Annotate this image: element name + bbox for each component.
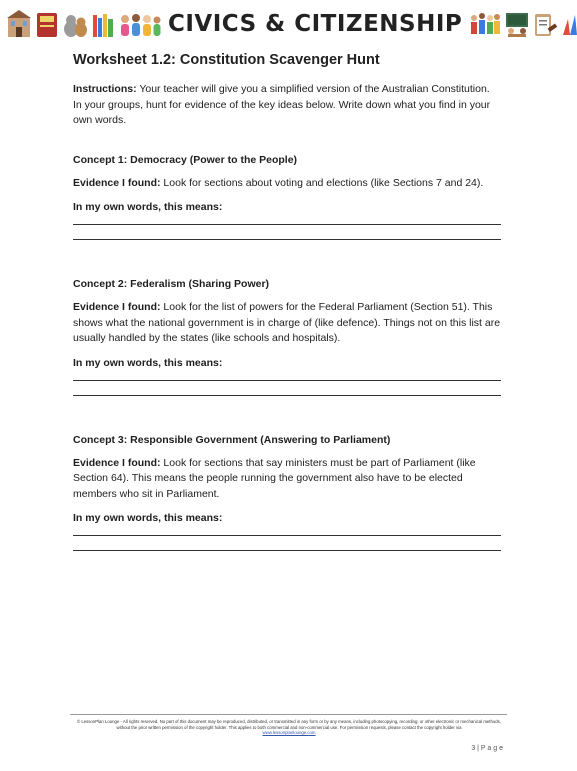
writing-line[interactable] <box>73 239 501 240</box>
copyright-text: © LessonPlan Lounge - All rights reserved. No part of this document may be reproduced, distributed, or transmitted in any form or by any means, including photocopying, recording, or other electronic or mechanical methods, without the prior written permission of the copyright holder. This applies to both commercial and non-commercial use. For permission requests, please contact the copyright holder via <box>76 719 501 730</box>
evidence-label: Evidence I found: <box>73 301 161 313</box>
concept-section-2 <box>73 278 501 396</box>
instructions-paragraph <box>73 82 501 129</box>
concept-heading: Concept 2: Federalism (Sharing Power) <box>73 278 270 290</box>
cat-dog-icon <box>62 9 88 39</box>
worksheet-content <box>73 52 501 589</box>
own-words-prompt: In my own words, this means: <box>73 201 223 213</box>
footer-divider <box>70 714 507 715</box>
writing-line[interactable] <box>73 395 501 396</box>
writing-line[interactable] <box>73 380 501 381</box>
header-banner <box>6 4 571 44</box>
writing-line[interactable] <box>73 224 501 225</box>
writing-line[interactable] <box>73 535 501 536</box>
banner-title: CIVICS & CITIZENSHIP <box>168 11 463 37</box>
own-words-prompt: In my own words, this means: <box>73 512 223 524</box>
bookshelf-icon <box>90 9 116 39</box>
evidence-text: Look for sections about voting and elections (like Sections 7 and 24). <box>160 176 484 189</box>
own-words-prompt: In my own words, this means: <box>73 356 223 369</box>
evidence-paragraph <box>73 456 501 503</box>
instructions-text: Your teacher will give you a simplified version of the Australian Constitution. In your groups, hunt for evidence of the key ideas below. Write down what you find in your own words. <box>73 83 491 126</box>
people-crowd-icon <box>468 9 502 39</box>
classroom-icon <box>504 9 530 39</box>
concept-heading: Concept 1: Democracy (Power to the People) <box>73 153 298 166</box>
concept-heading: Concept 3: Responsible Government (Answering to Parliament) <box>73 433 391 446</box>
evidence-paragraph <box>73 300 501 347</box>
evidence-text: Look for the list of powers for the Federal Parliament (Section 51). This shows what the national government is in charge of (like defence). Things not on this list are usually handled by the states (like schools and hospitals). <box>73 301 501 344</box>
concept-section-1 <box>73 154 501 241</box>
evidence-label: Evidence I found: <box>73 456 161 469</box>
page-number: 3 | P a g e <box>471 745 503 752</box>
evidence-text: Look for sections that say ministers must be part of Parliament (like Section 64). This means the people running the government also have to be elected members who sit in Parliament. <box>73 456 476 500</box>
writing-line[interactable] <box>73 550 501 551</box>
school-building-icon <box>6 9 32 39</box>
instructions-label: Instructions: <box>73 83 137 95</box>
banner-left-icons <box>6 9 162 39</box>
website-link[interactable]: www.lessonplanlounge.com <box>262 730 316 735</box>
flag-people-icon <box>560 9 577 39</box>
copyright-notice <box>74 719 504 736</box>
concept-section-3 <box>73 434 501 552</box>
banner-right-icons <box>468 9 577 39</box>
evidence-label: Evidence I found: <box>73 176 161 189</box>
worksheet-title: Worksheet 1.2: Constitution Scavenger Hunt <box>73 52 380 68</box>
clipboard-gavel-icon <box>532 9 558 39</box>
children-group-icon <box>118 9 162 39</box>
evidence-paragraph <box>73 176 501 192</box>
book-icon <box>34 9 60 39</box>
